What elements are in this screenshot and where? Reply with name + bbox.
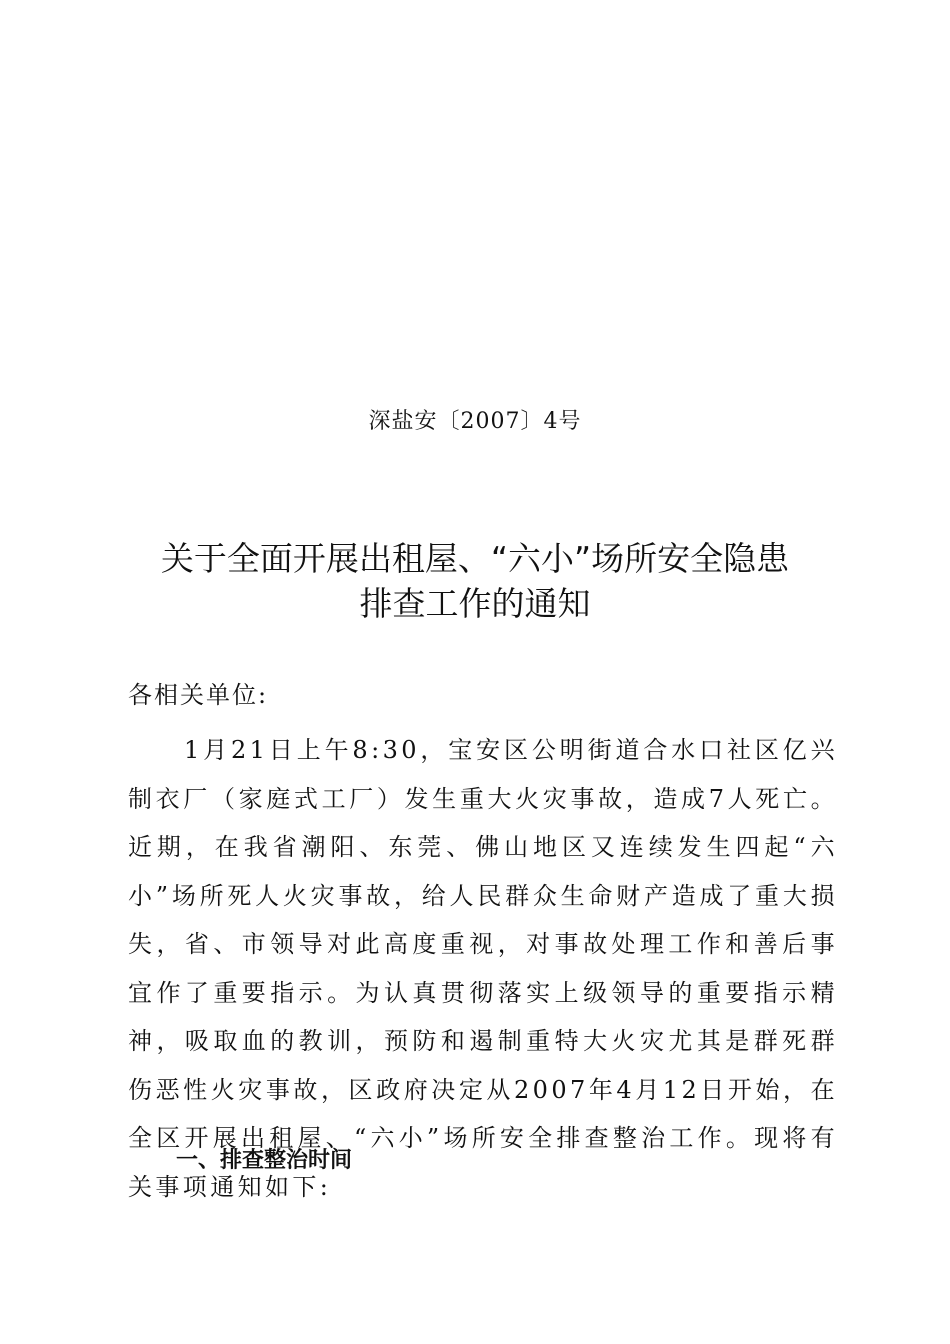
salutation: 各相关单位: (128, 681, 269, 709)
title-line-2: 排查工作的通知 (359, 584, 591, 623)
section-heading: 一、排查整治时间 (176, 1148, 353, 1173)
title-line-1: 关于全面开展出租屋、“六小”场所安全隐患 (160, 539, 790, 578)
body-paragraph: 1月21日上午8:30，宝安区公明街道合水口社区亿兴制衣厂（家庭式工厂）发生重大火灾事故，造成7人死亡。近期，在我省潮阳、东莞、佛山地区又连续发生四起“六小”场所死人火灾事故，给人民群众生命财产造成了重大损失，省、市领导对此高度重视，对事故处理工作和善后事宜作了重要指示。为认真贯彻落实上级领导的重要指示精神，吸取血的教训，预防和遏制重特大火灾尤其是群死群伤恶性火灾事故，区政府决定从2007年4月12日开始，在全区开展出租屋、“六小”场所安全排查整治工作。现将有关事项通知如下: (128, 736, 838, 1201)
document-title (100, 536, 850, 626)
document-number: 深盐安〔2007〕4号 (368, 409, 582, 434)
